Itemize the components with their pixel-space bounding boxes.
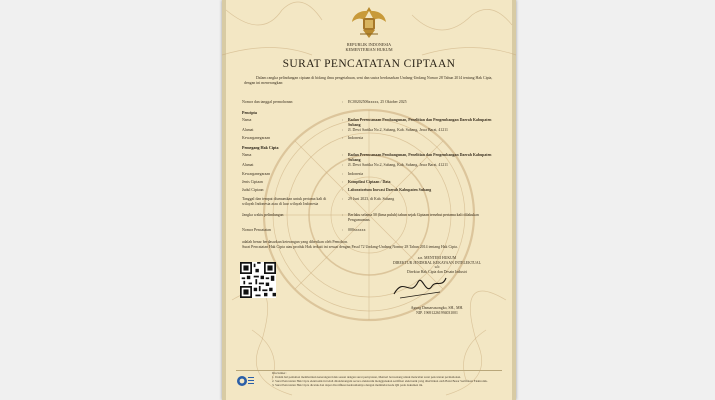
field-value: Indonesia bbox=[348, 136, 364, 140]
legal-basis-statement: Surat Pencatatan Hak Cipta atau produk Hak terkait ini sesuai dengan Pasal 72 Undang-Undang Nomor 28 Tahun 2014 tentang Hak Cipta. bbox=[242, 245, 458, 249]
ministry-label: KEMENTERIAN HUKUM bbox=[345, 47, 393, 52]
disclaimer: Disclaimer: 1. Dalam hal pemohon memberikan keterangan tidak sesuai dengan surat pernyataan, Menteri berwenang untuk mencabut surat pencatatan permohonan. 2. Surat Pencatatan Hak Cipta elektronik ini telah ditandatangani secara elektronik menggunakan sertifikat elektronik yang diterbitkan oleh Balai Besar Sertifikasi Elektronik. 3. Surat Pencatatan Hak Cipta dicetak dan dapat diverifikasi keabsahannya dengan memindai kode QR pada dokumen ini. bbox=[272, 371, 488, 387]
field-value: EC00202506xxxxx, 25 Oktober 2025 bbox=[348, 100, 407, 104]
closing-statement: adalah benar berdasarkan keterangan yang diberikan oleh Pemohon. bbox=[242, 240, 349, 244]
handwritten-signature-icon bbox=[390, 268, 450, 302]
field-label: Nomor dan tanggal permohonan bbox=[242, 100, 293, 104]
field-label: Nama bbox=[242, 153, 252, 157]
signatory bbox=[372, 306, 502, 315]
field-value: Laboratorium Inovasi Daerah Kabupaten Subang bbox=[348, 188, 432, 192]
field-value: 29 Juni 2023, di Kab. Subang bbox=[348, 197, 395, 201]
intro-paragraph: Dalam rangka pelindungan ciptaan di bidang ilmu pengetahuan, seni dan sastra berdasarkan Undang-Undang Nomor 28 Tahun 2014 tentang Hak Cipta, dengan ini menerangkan: bbox=[244, 76, 493, 85]
signatory-nip: NIP. 196912261994031001 bbox=[416, 310, 458, 315]
certificate-document: REPUBLIK INDONESIA KEMENTERIAN HUKUM SURAT PENCATATAN CIPTAAN Dalam rangka pelindungan ciptaan di bidang ilmu pengetahuan, seni dan sastra berdasarkan Undang-Undang Nomor 28 Tahun 2014 tentang Hak Cipta, dengan ini menerangkan: Nomor dan tanggal permohonan : EC00202506xxxxx, 25 Oktober 2025 Pencipta Nama : Badan Perencanaan Pembangunan, Penelitian dan Pengembangan Daerah Kabupaten Subang Alamat : Jl. Dewi Sartika No.2, Subang, Kab. Subang, Jawa Barat, 41211 Kewarganegaraan : Indonesia Pemegang Hak Cipta Nama : Badan Perencanaan Pembangunan, Penelitian dan Pengembangan Daerah Kabupaten Subang Alamat : Jl. Dewi Sartika No.2, Subang, Kab. Subang, Jawa Barat, 41211 Kewarganegaraan : Indonesia Jenis Ciptaan : Kompilasi Ciptaan / Data Judul Ciptaan : Laboratorium Inovasi Daerah Kabupaten Subang Tanggal dan tempat diumumkan untuk pertama kali di wilayah Indonesia atau di luar wilayah Indonesia : 29 Juni 2023, di Kab. Subang Jangka waktu pelindungan : Berlaku selama 50 (lima puluh) tahun sejak Ciptaan tersebut pertama kali dilakukan Pengumuman. Nomor Pencatatan : 000xxxxxx adalah benar berdasarkan keterangan yang diberikan oleh Pemohon. Surat Pencatatan Hak Cipta atau produk Hak terkait ini sesuai dengan Pasal 72 Undang-Undang Nomor 28 Tahun 2014 tentang Hak Cipta. a.n. MENTERI HUKUM DIREKTUR JENDERAL KEKAYAAN INTELEKTUAL u.b Direktur Hak Cipta dan Desain Industri Agung Damarsasongko, SH., MH. NIP. 196912261994031001 Disclaimer: 1. Dalam hal pemohon memberikan keterangan tidak sesuai dengan surat pernyataan, Menteri berwenang untuk mencabut surat pencatatan permohonan. 2. Surat Pencatatan Hak Cipta elektronik ini telah ditandatangani secara elektronik menggunakan sertifikat elektronik yang diterbitkan oleh Balai Besar Sertifikasi Elektronik. 3. Surat Pencatatan Hak Cipta dicetak dan dapat diverifikasi keabsahannya dengan memindai kode QR pada dokumen ini. bbox=[222, 0, 516, 400]
signature-authority: a.n. MENTERI HUKUM DIREKTUR JENDERAL KEKAYAAN INTELEKTUAL u.b Direktur Hak Cipta dan Desain Industri bbox=[393, 256, 481, 274]
document-title: SURAT PENCATATAN CIPTAAN bbox=[282, 58, 456, 70]
field-value: Kompilasi Ciptaan / Data bbox=[348, 180, 391, 184]
field-label: Jenis Ciptaan bbox=[242, 180, 263, 184]
field-label: Nomor Pencatatan bbox=[242, 228, 271, 232]
bsre-logo-icon bbox=[236, 374, 254, 388]
field-label: Jangka waktu pelindungan bbox=[242, 213, 284, 217]
field-value: Indonesia bbox=[348, 172, 364, 176]
field-value: Jl. Dewi Sartika No.2, Subang, Kab. Subang, Jawa Barat, 41211 bbox=[348, 128, 448, 132]
section-creator: Pencipta bbox=[242, 110, 257, 115]
field-label: Tanggal dan tempat diumumkan untuk pertama kali di wilayah Indonesia atau di luar wilayah Indonesia bbox=[242, 197, 327, 206]
country-label: REPUBLIK INDONESIA bbox=[346, 42, 392, 47]
garuda-emblem-icon bbox=[350, 4, 388, 42]
field-label: Alamat bbox=[242, 128, 254, 132]
field-label: Judul Ciptaan bbox=[242, 188, 264, 192]
field-value: Badan Perencanaan Pembangunan, Penelitian dan Pengembangan Daerah Kabupaten Subang bbox=[348, 153, 492, 162]
field-value: Jl. Dewi Sartika No.2, Subang, Kab. Subang, Jawa Barat, 41211 bbox=[348, 163, 448, 167]
section-holder: Pemegang Hak Cipta bbox=[242, 145, 279, 150]
field-value: Badan Perencanaan Pembangunan, Penelitian dan Pengembangan Daerah Kabupaten Subang bbox=[348, 118, 492, 127]
field-label: Kewarganegaraan bbox=[242, 172, 271, 176]
field-label: Nama bbox=[242, 118, 252, 122]
field-value: Berlaku selama 50 (lima puluh) tahun sejak Ciptaan tersebut pertama kali dilakukan Pengumuman. bbox=[348, 213, 479, 222]
field-label: Kewarganegaraan bbox=[242, 136, 271, 140]
field-value: 000xxxxxx bbox=[348, 228, 366, 232]
qr-code-icon[interactable] bbox=[240, 262, 276, 298]
field-label: Alamat bbox=[242, 163, 254, 167]
signatory-name: Agung Damarsasongko, SH., MH. bbox=[410, 306, 464, 310]
